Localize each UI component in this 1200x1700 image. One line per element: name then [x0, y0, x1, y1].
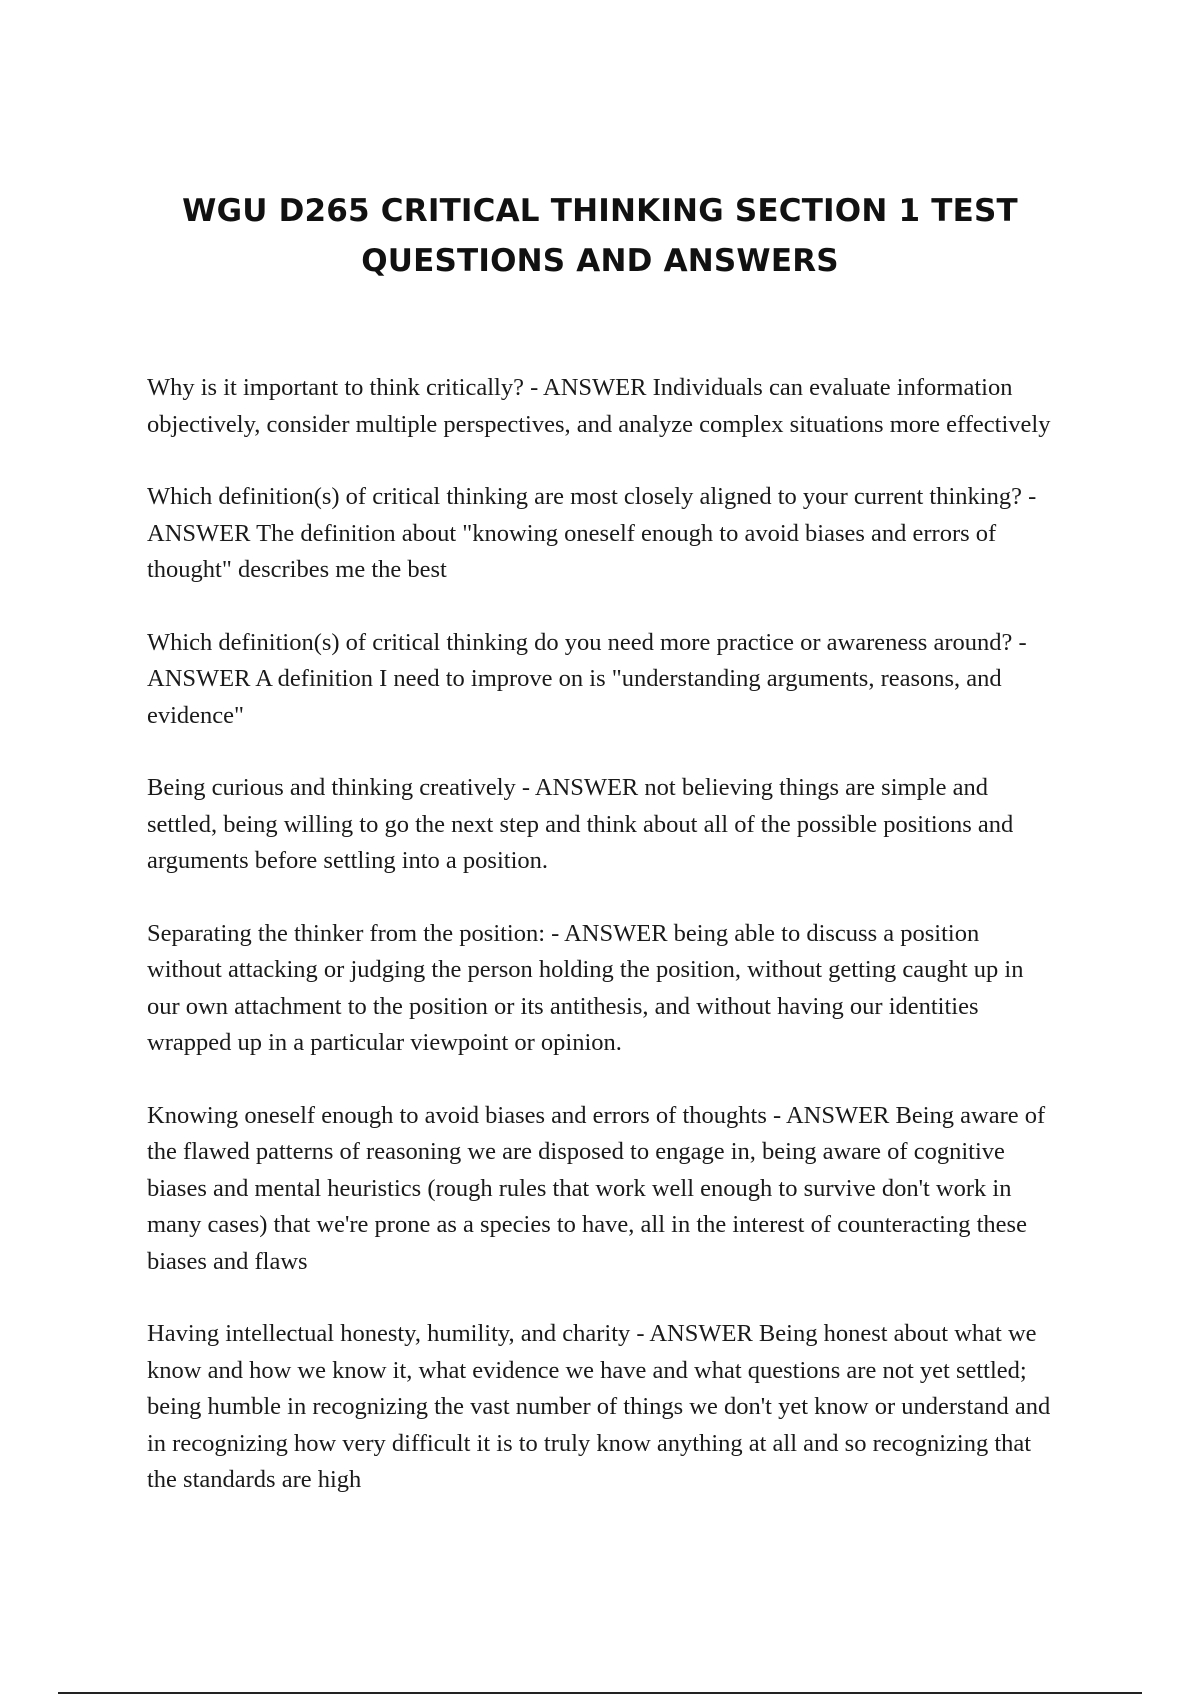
- page-title: WGU D265 CRITICAL THINKING SECTION 1 TEST QUESTIONS AND ANSWERS: [182, 193, 1018, 279]
- question-text: Being curious and thinking creatively -: [147, 774, 535, 801]
- question-text: Separating the thinker from the position: -: [147, 919, 565, 947]
- qa-item: [147, 770, 1057, 880]
- answer-text: ANSWER Individuals can evaluate information objectively, consider multiple perspectives, and analyze complex situations more effectively: [147, 374, 1051, 438]
- question-text: Having intellectual honesty, humility, and charity -: [147, 1320, 650, 1347]
- qa-item: [147, 479, 1057, 589]
- answer-text: ANSWER The definition about "knowing oneself enough to avoid biases and errors of thought" describes me the best: [147, 519, 1003, 583]
- page-bottom-divider: [58, 1692, 1142, 1694]
- qa-item: [147, 625, 1057, 735]
- qa-item: [147, 916, 1057, 1062]
- qa-item: [147, 370, 1057, 443]
- qa-item: [147, 1098, 1057, 1281]
- answer-text: ANSWER Being aware of the flawed patterns of reasoning we are disposed to engage in, being aware of cognitive biases and mental heuristics (rough rules that work well enough to survive don't work in many cases) that we're prone as a species to have, all in the interest of counteracting these biases and flaws: [147, 1101, 1052, 1275]
- qa-list: [147, 370, 1057, 1535]
- qa-item: [147, 1316, 1057, 1499]
- answer-text: ANSWER A definition I need to improve on is "understanding arguments, reasons, and evidence": [147, 665, 1008, 729]
- question-text: Why is it important to think critically? -: [147, 374, 544, 401]
- answer-text: ANSWER Being honest about what we know and how we know it, what evidence we have and what questions are not yet settled; being humble in recognizing the vast number of things we don't yet know or understand and in recognizing how very difficult it is to truly know anything at all and so recognizing that the standards are high: [147, 1320, 1057, 1493]
- answer-text: ANSWER being able to discuss a position without attacking or judging the person holding the position, without getting caught up in our own attachment to the position or its antithesis, and without having our identities wrapped up in a particular viewpoint or opinion.: [147, 919, 1030, 1056]
- question-text: Which definition(s) of critical thinking do you need more practice or awareness around? -: [147, 628, 1032, 656]
- question-text: Knowing oneself enough to avoid biases and errors of thoughts -: [147, 1101, 786, 1129]
- answer-text: ANSWER not believing things are simple and settled, being willing to go the next step and think about all of the possible positions and arguments before settling into a position.: [147, 774, 1020, 874]
- question-text: Which definition(s) of critical thinking are most closely aligned to your current thinking? -: [147, 483, 1042, 510]
